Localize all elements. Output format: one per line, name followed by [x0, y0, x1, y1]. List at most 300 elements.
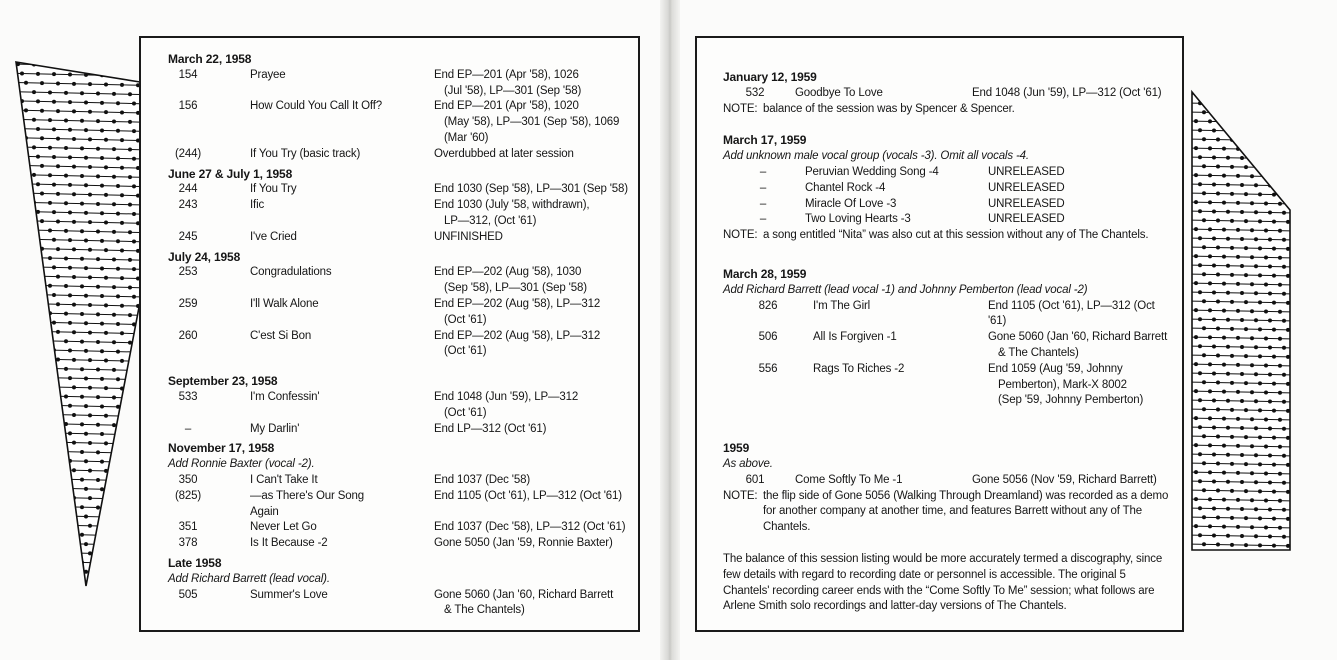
decorative-bead [133, 461, 136, 464]
decorative-bead [53, 542, 56, 545]
decorative-bead [1283, 454, 1286, 457]
release-line: End 1059 (Aug '59, Johnny [988, 362, 1123, 375]
session-note: NOTE: a song entitled “Nita” was also cut at this session without any of The Chantels. [723, 229, 1149, 242]
decorative-bead [21, 514, 24, 517]
decorative-bead [101, 543, 104, 546]
decorative-bead [129, 369, 132, 372]
decorative-bead [1199, 507, 1202, 510]
decorative-bead [69, 377, 72, 380]
decorative-bead [1199, 345, 1202, 348]
decorative-bead [117, 240, 120, 243]
decorative-bead [89, 359, 92, 362]
decorative-bead [81, 395, 84, 398]
decorative-bead [1269, 373, 1272, 376]
decorative-bead [25, 164, 28, 167]
decorative-bead [1195, 444, 1198, 447]
decorative-bead [1283, 184, 1286, 187]
decorative-bead [65, 561, 68, 564]
decorative-bead [1245, 247, 1248, 250]
decorative-bead [1245, 301, 1248, 304]
decorative-bead [33, 560, 36, 563]
decorative-bead [49, 257, 52, 260]
decorative-bead [97, 561, 100, 564]
decorative-bead [57, 165, 60, 168]
decorative-bead [89, 497, 92, 500]
decorative-bead [1259, 436, 1262, 439]
decorative-bead [1231, 462, 1234, 465]
decorative-bead [1203, 219, 1206, 222]
decorative-bead [105, 111, 108, 114]
decorative-bead [97, 258, 100, 261]
session-section [168, 250, 630, 361]
decorative-bead [97, 64, 100, 67]
decorative-bead [1293, 283, 1296, 286]
decorative-bead [133, 102, 136, 105]
decorative-bead [1259, 247, 1262, 250]
decorative-bead [1255, 238, 1258, 241]
decorative-bead [25, 330, 28, 333]
decorative-bead [113, 120, 116, 123]
decorative-bead [1203, 516, 1206, 519]
decorative-line [1188, 103, 1295, 105]
decorative-bead [1209, 147, 1212, 150]
decorative-bead [17, 532, 20, 535]
decorative-bead [1265, 175, 1268, 178]
track-row [168, 422, 630, 438]
decorative-bead [33, 422, 36, 425]
matrix-number: 532 [745, 86, 765, 99]
release-line: (May '58), LP—301 (Sep '58), 1069 [444, 116, 620, 129]
track-row [723, 86, 1174, 102]
decorative-bead [1287, 166, 1290, 169]
session-date: March 17, 1959 [723, 133, 807, 148]
decorative-bead [133, 268, 136, 271]
decorative-bead [1213, 102, 1216, 105]
decorative-bead [1223, 309, 1226, 312]
decorative-bead [73, 193, 76, 196]
decorative-bead [53, 404, 56, 407]
decorative-bead [89, 110, 92, 113]
matrix-number: 601 [745, 473, 765, 486]
decorative-bead [1227, 426, 1230, 429]
decorative-bead [129, 176, 132, 179]
decorative-bead [1259, 112, 1262, 115]
section-1959 [723, 441, 1174, 536]
decorative-bead [69, 404, 72, 407]
decorative-bead [17, 311, 20, 314]
track-row [168, 520, 630, 536]
decorative-bead [1213, 480, 1216, 483]
decorative-bead [1203, 489, 1206, 492]
decorative-bead [81, 147, 84, 150]
decorative-bead [1273, 517, 1276, 520]
decorative-bead [1279, 175, 1282, 178]
decorative-bead [53, 514, 56, 517]
release-info [394, 230, 630, 246]
decorative-bead [69, 73, 72, 76]
decorative-bead [1195, 390, 1198, 393]
decorative-bead [1199, 183, 1202, 186]
decorative-bead [25, 219, 28, 222]
release-info: Gone 5056 (Nov '59, Richard Barrett) [972, 473, 1157, 486]
decorative-bead [53, 211, 56, 214]
track-title: I Can't Take It [250, 473, 318, 486]
decorative-bead [1209, 120, 1212, 123]
decorative-bead [69, 156, 72, 159]
decorative-bead [1251, 256, 1254, 259]
decorative-bead [101, 295, 104, 298]
decorative-bead [1223, 147, 1226, 150]
decorative-bead [129, 65, 132, 68]
decorative-bead [1241, 184, 1244, 187]
session-date: November 17, 1958 [168, 441, 275, 456]
decorative-bead [1245, 355, 1248, 358]
decorative-bead [21, 403, 24, 406]
decorative-bead [1223, 498, 1226, 501]
decorative-bead [105, 525, 108, 528]
decorative-bead [49, 422, 52, 425]
decorative-bead [1223, 336, 1226, 339]
decorative-bead [73, 165, 76, 168]
decorative-bead [1199, 534, 1202, 537]
decorative-bead [17, 421, 20, 424]
decorative-bead [1199, 291, 1202, 294]
decorative-bead [89, 469, 92, 472]
decorative-bead [1283, 157, 1286, 160]
decorative-bead [1195, 309, 1198, 312]
track-title: Summer's Love [250, 588, 328, 601]
decorative-bead [1259, 517, 1262, 520]
decorative-bead [33, 477, 36, 480]
decorative-bead [1279, 418, 1282, 421]
decorative-bead [113, 286, 116, 289]
left-page-panel [139, 36, 640, 632]
decorative-bead [121, 221, 124, 224]
decorative-bead [1241, 319, 1244, 322]
decorative-bead [113, 175, 116, 178]
decorative-bead [69, 128, 72, 131]
release-info [394, 422, 630, 438]
decorative-bead [1273, 409, 1276, 412]
decorative-bead [105, 166, 108, 169]
decorative-bead [1279, 121, 1282, 124]
decorative-bead [97, 285, 100, 288]
decorative-bead [41, 468, 44, 471]
decorative-bead [49, 146, 52, 149]
track-row [723, 362, 1174, 409]
decorative-bead [1269, 292, 1272, 295]
decorative-bead [1195, 282, 1198, 285]
decorative-bead [81, 506, 84, 509]
release-status: UNRELEASED [988, 197, 1065, 210]
decorative-bead [1213, 264, 1216, 267]
decorative-bead [85, 73, 88, 76]
decorative-bead [69, 211, 72, 214]
track-row [723, 212, 1174, 228]
decorative-bead [33, 505, 36, 508]
decorative-bead [1227, 156, 1230, 159]
matrix-number: – [759, 213, 767, 226]
decorative-bead [85, 570, 88, 573]
decorative-bead [25, 357, 28, 360]
decorative-bead [1283, 373, 1286, 376]
track-row [168, 68, 630, 100]
decorative-bead [1237, 120, 1240, 123]
track-title: —as There's Our Song Again [250, 489, 365, 518]
decorative-bead [1287, 328, 1290, 331]
decorative-bead [1245, 139, 1248, 142]
decorative-bead [57, 579, 60, 582]
session-personnel-note: As above. [723, 457, 773, 470]
decorative-bead [1203, 354, 1206, 357]
track-title: I'm Confessin' [250, 390, 320, 403]
decorative-bead [1293, 229, 1296, 232]
decorative-bead [117, 405, 120, 408]
decorative-bead [1223, 525, 1226, 528]
track-title: My Darlin' [250, 422, 300, 435]
decorative-bead [1255, 427, 1258, 430]
decorative-bead [1231, 327, 1234, 330]
session-personnel-note: Add Ronnie Baxter (vocal -2). [168, 458, 315, 471]
matrix-number: 245 [178, 230, 198, 243]
decorative-bead [65, 395, 68, 398]
track-row [723, 197, 1174, 213]
decorative-bead [73, 331, 76, 334]
decorative-bead [1213, 345, 1216, 348]
decorative-bead [37, 486, 40, 489]
decorative-bead [37, 569, 40, 572]
decorative-bead [129, 203, 132, 206]
decorative-bead [1237, 417, 1240, 420]
decorative-bead [33, 256, 36, 259]
decorative-bead [117, 267, 120, 270]
decorative-bead [1251, 499, 1254, 502]
matrix-number: 253 [178, 266, 198, 279]
matrix-number: (244) [174, 147, 202, 160]
decorative-bead [21, 127, 24, 130]
decorative-bead [101, 101, 104, 104]
decorative-bead [1227, 399, 1230, 402]
decorative-bead [1203, 111, 1206, 114]
decorative-bead [101, 488, 104, 491]
decorative-bead [121, 277, 124, 280]
decorative-bead [121, 580, 124, 583]
decorative-bead [73, 579, 76, 582]
decorative-bead [101, 460, 104, 463]
decorative-bead [105, 249, 108, 252]
decorative-bead [1231, 273, 1234, 276]
decorative-bead [81, 423, 84, 426]
decorative-bead [1273, 463, 1276, 466]
decorative-bead [97, 340, 100, 343]
decorative-bead [89, 386, 92, 389]
decorative-bead [1213, 534, 1216, 537]
decorative-bead [41, 137, 44, 140]
decorative-bead [1227, 507, 1230, 510]
decorative-bead [73, 552, 76, 555]
decorative-bead [41, 302, 44, 305]
decorative-bead [37, 542, 40, 545]
decorative-bead [25, 247, 28, 250]
matrix-number: 350 [178, 473, 198, 486]
decorative-bead [1209, 471, 1212, 474]
decorative-bead [101, 515, 104, 518]
closing-paragraph: The balance of this session listing would be more accurately termed a discography, since few details with regard to recording date or personnel is accessible. The original 5 Chantels' recording career ends with the “Come Softly To Me” session; what follows are Arlene Smith solo recordings and latter-day versions of The Chantels. [723, 552, 1163, 613]
decorative-bead [129, 231, 132, 234]
decorative-bead [113, 148, 116, 151]
decorative-bead [1265, 94, 1268, 97]
decorative-bead [65, 423, 68, 426]
decorative-bead [121, 139, 124, 142]
decorative-bead [133, 378, 136, 381]
decorative-bead [1255, 535, 1258, 538]
matrix-number: 506 [758, 331, 778, 344]
track-row [168, 390, 630, 422]
decorative-bead [1227, 237, 1230, 240]
decorative-bead [1269, 211, 1272, 214]
decorative-bead [1217, 462, 1220, 465]
decorative-bead [97, 451, 100, 454]
decorative-bead [121, 497, 124, 500]
release-line: (Mar '60) [444, 131, 489, 144]
decorative-bead [1245, 328, 1248, 331]
matrix-number: (825) [174, 489, 202, 502]
decorative-bead [117, 488, 120, 491]
decorative-bead [1237, 309, 1240, 312]
decorative-bead [1259, 544, 1262, 547]
decorative-bead [1245, 436, 1248, 439]
decorative-bead [1241, 481, 1244, 484]
decorative-bead [117, 129, 120, 132]
decorative-bead [1265, 499, 1268, 502]
decorative-bead [1209, 282, 1212, 285]
right-decorative-pattern [1180, 80, 1300, 560]
decorative-bead [57, 248, 60, 251]
decorative-bead [133, 323, 136, 326]
matrix-number: 154 [178, 68, 198, 81]
decorative-bead [105, 304, 108, 307]
decorative-bead [1287, 517, 1290, 520]
decorative-bead [85, 211, 88, 214]
decorative-bead [1255, 184, 1258, 187]
decorative-bead [117, 157, 120, 160]
decorative-bead [21, 238, 24, 241]
decorative-bead [65, 174, 68, 177]
decorative-bead [69, 349, 72, 352]
decorative-bead [105, 552, 108, 555]
decorative-bead [85, 156, 88, 159]
decorative-bead [37, 210, 40, 213]
decorative-bead [1273, 355, 1276, 358]
decorative-bead [1283, 103, 1286, 106]
section-mar-28-1959 [723, 267, 1174, 409]
decorative-bead [105, 469, 108, 472]
decorative-bead [1255, 373, 1258, 376]
decorative-bead [1279, 256, 1282, 259]
decorative-bead [1279, 472, 1282, 475]
track-row [723, 165, 1174, 181]
release-line: (Jul '58), LP—301 (Sep '58) [444, 84, 582, 97]
decorative-bead [65, 505, 68, 508]
decorative-bead [81, 478, 84, 481]
decorative-bead [1217, 327, 1220, 330]
decorative-line [10, 552, 145, 555]
decorative-bead [65, 340, 68, 343]
decorative-bead [49, 588, 52, 590]
decorative-bead [1279, 553, 1282, 556]
decorative-bead [1269, 427, 1272, 430]
decorative-bead [1223, 93, 1226, 96]
decorative-bead [21, 376, 24, 379]
decorative-bead [85, 184, 88, 187]
matrix-number: – [759, 165, 767, 178]
release-line: (Sep '59, Johnny Pemberton) [998, 394, 1144, 407]
decorative-bead [85, 294, 88, 297]
decorative-bead [49, 119, 52, 122]
decorative-bead [1251, 445, 1254, 448]
decorative-bead [73, 386, 76, 389]
decorative-bead [117, 295, 120, 298]
decorative-bead [49, 339, 52, 342]
decorative-bead [65, 312, 68, 315]
decorative-bead [1223, 282, 1226, 285]
release-line: Overdubbed at later session [434, 147, 574, 160]
decorative-bead [37, 100, 40, 103]
decorative-bead [113, 313, 116, 316]
decorative-bead [37, 155, 40, 158]
decorative-bead [1223, 174, 1226, 177]
release-line: Gone 5060 (Jan '60, Richard Barrett [434, 588, 614, 601]
decorative-bead [97, 175, 100, 178]
decorative-bead [1293, 94, 1296, 97]
decorative-bead [65, 64, 68, 67]
decorative-bead [73, 469, 76, 472]
decorative-bead [1231, 165, 1234, 168]
decorative-bead [1269, 346, 1272, 349]
release-line: Gone 5050 (Jan '59, Ronnie Baxter) [434, 537, 613, 550]
decorative-bead [1241, 265, 1244, 268]
decorative-bead [57, 275, 60, 278]
session-date: March 28, 1959 [723, 266, 807, 281]
decorative-bead [1293, 148, 1296, 151]
decorative-bead [1199, 237, 1202, 240]
decorative-bead [1245, 544, 1248, 547]
decorative-bead [1241, 535, 1244, 538]
session-personnel-note: Add Richard Barrett (lead vocal -1) and Johnny Pemberton (lead vocal -2) [723, 283, 1088, 296]
decorative-bead [105, 138, 108, 141]
right-page-panel [695, 36, 1184, 632]
decorative-bead [1273, 247, 1276, 250]
decorative-bead [1209, 525, 1212, 528]
decorative-bead [105, 83, 108, 86]
decorative-bead [81, 230, 84, 233]
decorative-bead [133, 571, 136, 574]
decorative-bead [21, 210, 24, 213]
decorative-bead [1255, 265, 1258, 268]
decorative-bead [1231, 246, 1234, 249]
decorative-bead [101, 571, 104, 574]
decorative-bead [1195, 363, 1198, 366]
decorative-bead [117, 461, 120, 464]
decorative-bead [133, 74, 136, 77]
release-info: End 1048 (Jun '59), LP—312 (Oct '61) [972, 86, 1162, 99]
decorative-bead [1273, 193, 1276, 196]
track-row [723, 473, 1174, 489]
session-section [168, 52, 630, 163]
track-title: Ific [250, 199, 265, 212]
decorative-bead [1237, 498, 1240, 501]
decorative-bead [1283, 535, 1286, 538]
